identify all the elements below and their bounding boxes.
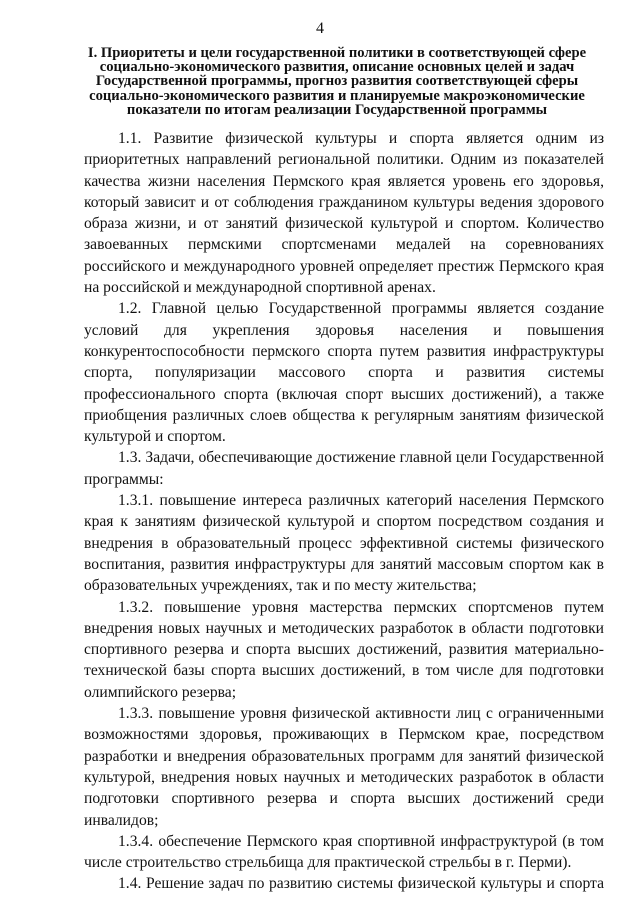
section-heading: I. Приоритеты и цели государственной политики в соответствующей сфере социально-экономического развития, описание основных целей и задач Государственной программы, прогноз развития соответствующей сферы социально-экономического развития и планируемые макроэкономические показатели по итогам реализации Государственной программы bbox=[87, 45, 587, 118]
page-number: 4 bbox=[316, 20, 324, 37]
paragraph-1-4: 1.4. Решение задач по развитию системы физической культуры и спорта bbox=[118, 875, 604, 893]
document-body bbox=[84, 128, 604, 895]
paragraph-1-3-4: 1.3.4. обеспечение Пермского края спортивной инфраструктурой (в том числе строительство стрельбища для практической стрельбы в г. Перми). bbox=[84, 832, 604, 872]
paragraph-1-3-3: 1.3.3. повышение уровня физической активности лиц с ограниченными возможностями здоровья, проживающих в Пермском крае, посредством разработки и внедрения образовательных программ для занятий физической культурой, внедрения новых научных и методических разработок в области подготовки спортивного резерва и спорта высших достижений среди инвалидов; bbox=[84, 705, 604, 829]
paragraph-1-3-2: 1.3.2. повышение уровня мастерства пермских спортсменов путем внедрения новых научных и методических разработок в области подготовки спортивного резерва и спорта высших достижений, развития материально-технической базы спорта высших достижений, в том числе для подготовки олимпийского резерва; bbox=[84, 598, 604, 701]
paragraph-1-3: 1.3. Задачи, обеспечивающие достижение главной цели Государственной программы: bbox=[84, 449, 604, 488]
paragraph-1-1: 1.1. Развитие физической культуры и спорта является одним из приоритетных направлений региональной политики. Одним из показателей качества жизни населения Пермского края является уровень его здоровья, который зависит и от соблюдения гражданином культуры ведения здорового образа жизни, и от занятий физической культурой и спортом. Количество завоеванных пермскими спортсменами медалей на соревнованиях российского и международного уровней определяет престиж Пермского края на российской и международной спортивной аренах. bbox=[84, 130, 604, 297]
paragraph-1-2: 1.2. Главной целью Государственной программы является создание условий для укрепления здоровья населения и повышения конкурентоспособности пермского спорта путем развития инфраструктуры спорта, популяризации массового спорта и развития системы профессионального спорта (включая спорт высших достижений), а также приобщения различных слоев общества к регулярным занятиям физической культурой и спортом. bbox=[84, 300, 604, 446]
paragraph-1-3-1: 1.3.1. повышение интереса различных категорий населения Пермского края к занятиям физической культурой и спортом посредством создания и внедрения в образовательный процесс эффективной системы физического воспитания, развития инфраструктуры для занятий массовым спортом как в образовательных учреждениях, так и по месту жительства; bbox=[84, 492, 604, 595]
